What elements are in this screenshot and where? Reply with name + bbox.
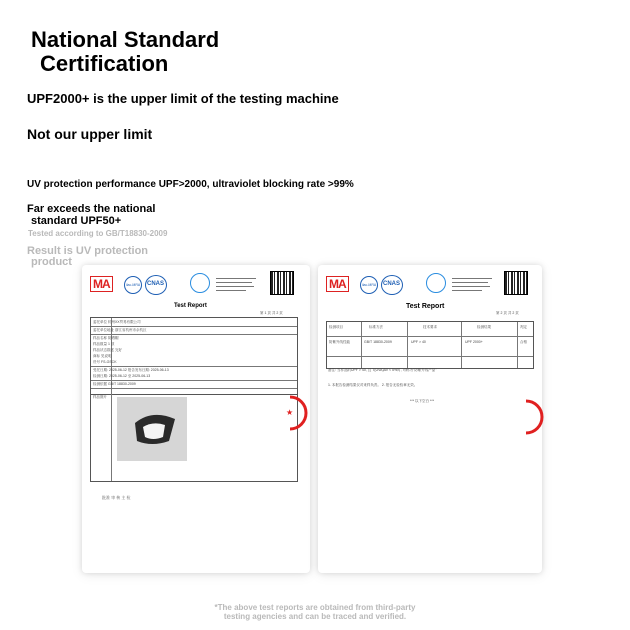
report-note: 备注: 当样品的UPF > 40, 且 T(UVA)AV < 5%时, 可称为"防紫外线产品" (328, 368, 437, 372)
report-title: Test Report (406, 303, 445, 310)
table-row: 防紫外线性能 (329, 340, 350, 344)
table-row: 样品状态描述 完好 (93, 348, 122, 352)
seal-icon (426, 273, 446, 293)
ilac-mra-logo: ilac-MRA (360, 276, 378, 294)
ilac-mra-logo: ilac-MRA (124, 276, 142, 294)
exceeds-text-line1: Far exceeds the national (27, 203, 156, 215)
table-row: 货号 FS-GSCK (93, 360, 117, 364)
table-row: 受托日期: 2025-06-12 报告发布日期: 2025-06-13 (93, 368, 169, 372)
result-text-line1: Result is UV protection (27, 245, 149, 257)
cnas-logo: CNAS (145, 275, 167, 295)
report-footnote: 1. 本报告检测结果仅对来样负责。 2. 报告无检验章无效。 (328, 383, 418, 387)
sun-hat-icon (117, 397, 187, 461)
table-row: 检测依据 GB/T 18830-2009 (93, 382, 136, 386)
upf-limit-text: UPF2000+ is the upper limit of the testing machine (27, 91, 339, 106)
table-row: 委托单位地址 浙江省杭州市余杭区 (93, 328, 147, 332)
result-text-line2: product (31, 256, 72, 268)
red-stamp-icon (516, 399, 548, 435)
sample-photo-section: 样品图片 (90, 393, 298, 482)
report-info-table (90, 317, 298, 395)
table-row: 样品名称 防晒帽 (93, 336, 119, 340)
red-stamp-icon (280, 395, 312, 431)
page-title-line2: Certification (40, 51, 169, 76)
page-number: 第 1 页 共 2 页 (260, 311, 283, 315)
ma-certification-logo: MA (90, 275, 113, 293)
performance-text: UV protection performance UPF>2000, ultraviolet blocking rate >99% (27, 179, 354, 190)
qr-code-icon (270, 271, 294, 295)
page-number: 第 2 页 共 2 页 (496, 311, 519, 315)
qr-code-icon (504, 271, 528, 295)
disclaimer-line1: *The above test reports are obtained from third-party (214, 603, 416, 612)
test-report-page-2 (318, 265, 542, 573)
result-table: 检测项目 标准方法 技术要求 检测结果 判定 防紫外线性能 GB/T 18830-2009 UPF > 40 UPF 2000+ 合格 (326, 321, 534, 369)
tested-standard-text: Tested according to GB/T18830-2009 (28, 229, 168, 238)
not-our-limit-text: Not our upper limit (27, 126, 153, 142)
report-end-marker: *** 以下空白 *** (410, 399, 435, 403)
table-row: 样品数量 1 顶 (93, 342, 115, 346)
test-report-page-1 (82, 265, 310, 573)
cnas-logo: CNAS (381, 275, 403, 295)
disclaimer-line2: testing agencies and can be traced and verified. (223, 612, 407, 621)
exceeds-text-line2: standard UPF50+ (31, 215, 122, 227)
ma-certification-logo: MA (326, 275, 349, 293)
table-row: 委托单位 杭州XX贸易有限公司 (93, 320, 141, 324)
table-row: 检测日期: 2025-06-12 至 2025-06-13 (93, 374, 151, 378)
seal-icon (190, 273, 210, 293)
page-title-line1: National Standard (31, 27, 220, 52)
signature-row: 批准 审 核 主 检 (102, 495, 131, 500)
report-title: Test Report (174, 303, 207, 309)
sample-photo (117, 397, 187, 461)
svg-text:★: ★ (286, 408, 294, 417)
table-row: 商标 见说明 (93, 354, 112, 358)
